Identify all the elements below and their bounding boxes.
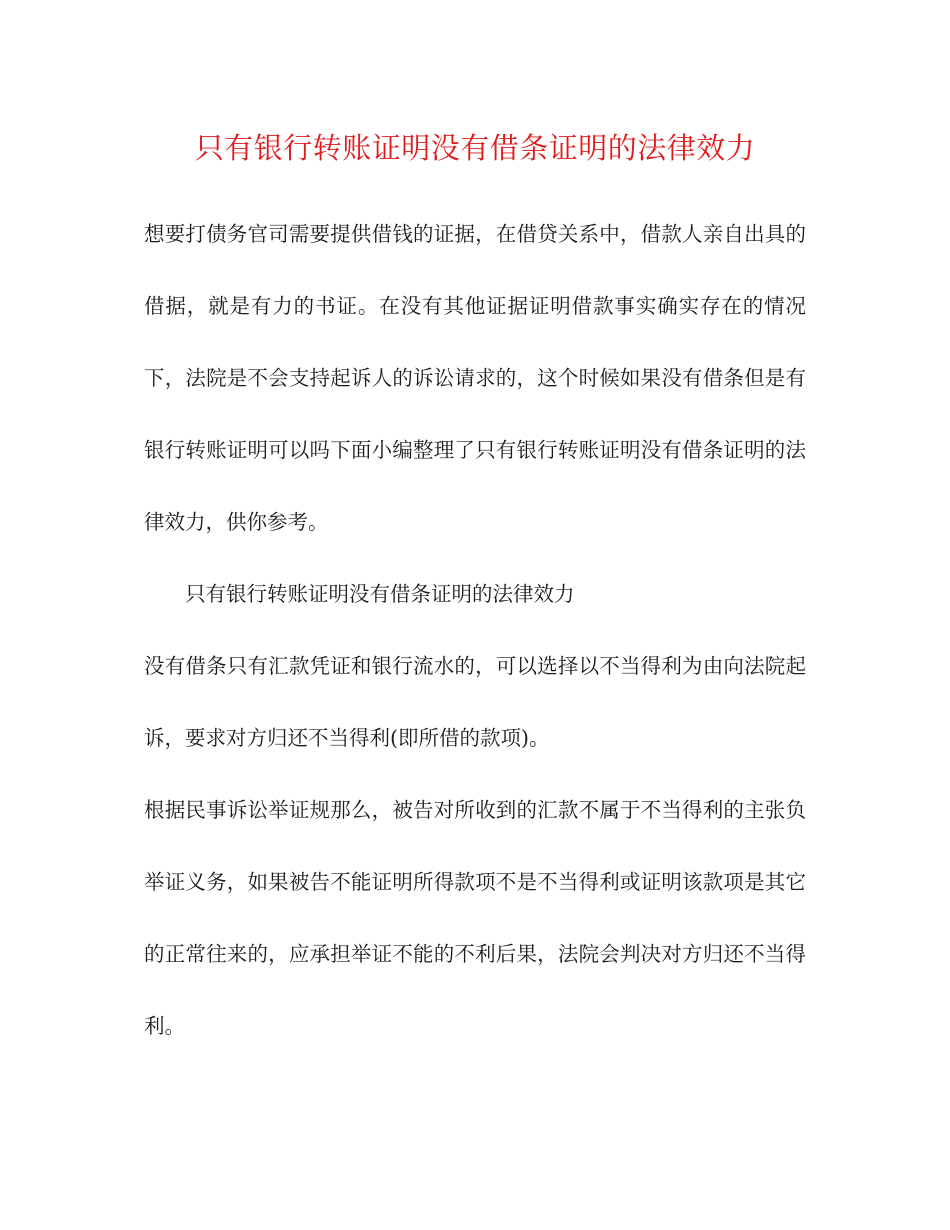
intro-paragraph: 想要打债务官司需要提供借钱的证据，在借贷关系中，借款人亲自出具的借据，就是有力的书证。在没有其他证据证明借款事实确实存在的情况下，法院是不会支持起诉人的诉讼请求的，这个时候如果没有借条但是有银行转账证明可以吗下面小编整理了只有银行转账证明没有借条证明的法律效力，供你参考。	[144, 222, 806, 534]
paragraph-no-iou: 没有借条只有汇款凭证和银行流水的，可以选择以不当得利为由向法院起诉，要求对方归还不当得利(即所借的款项)。	[144, 654, 806, 750]
document-title: 只有银行转账证明没有借条证明的法律效力	[194, 131, 756, 165]
paragraph-burden-of-proof: 根据民事诉讼举证规那么，被告对所收到的汇款不属于不当得利的主张负举证义务，如果被告不能证明所得款项不是不当得利或证明该款项是其它的正常往来的，应承担举证不能的不利后果，法院会判决对方归还不当得利。	[144, 798, 806, 1038]
section-heading: 只有银行转账证明没有借条证明的法律效力	[185, 582, 575, 606]
